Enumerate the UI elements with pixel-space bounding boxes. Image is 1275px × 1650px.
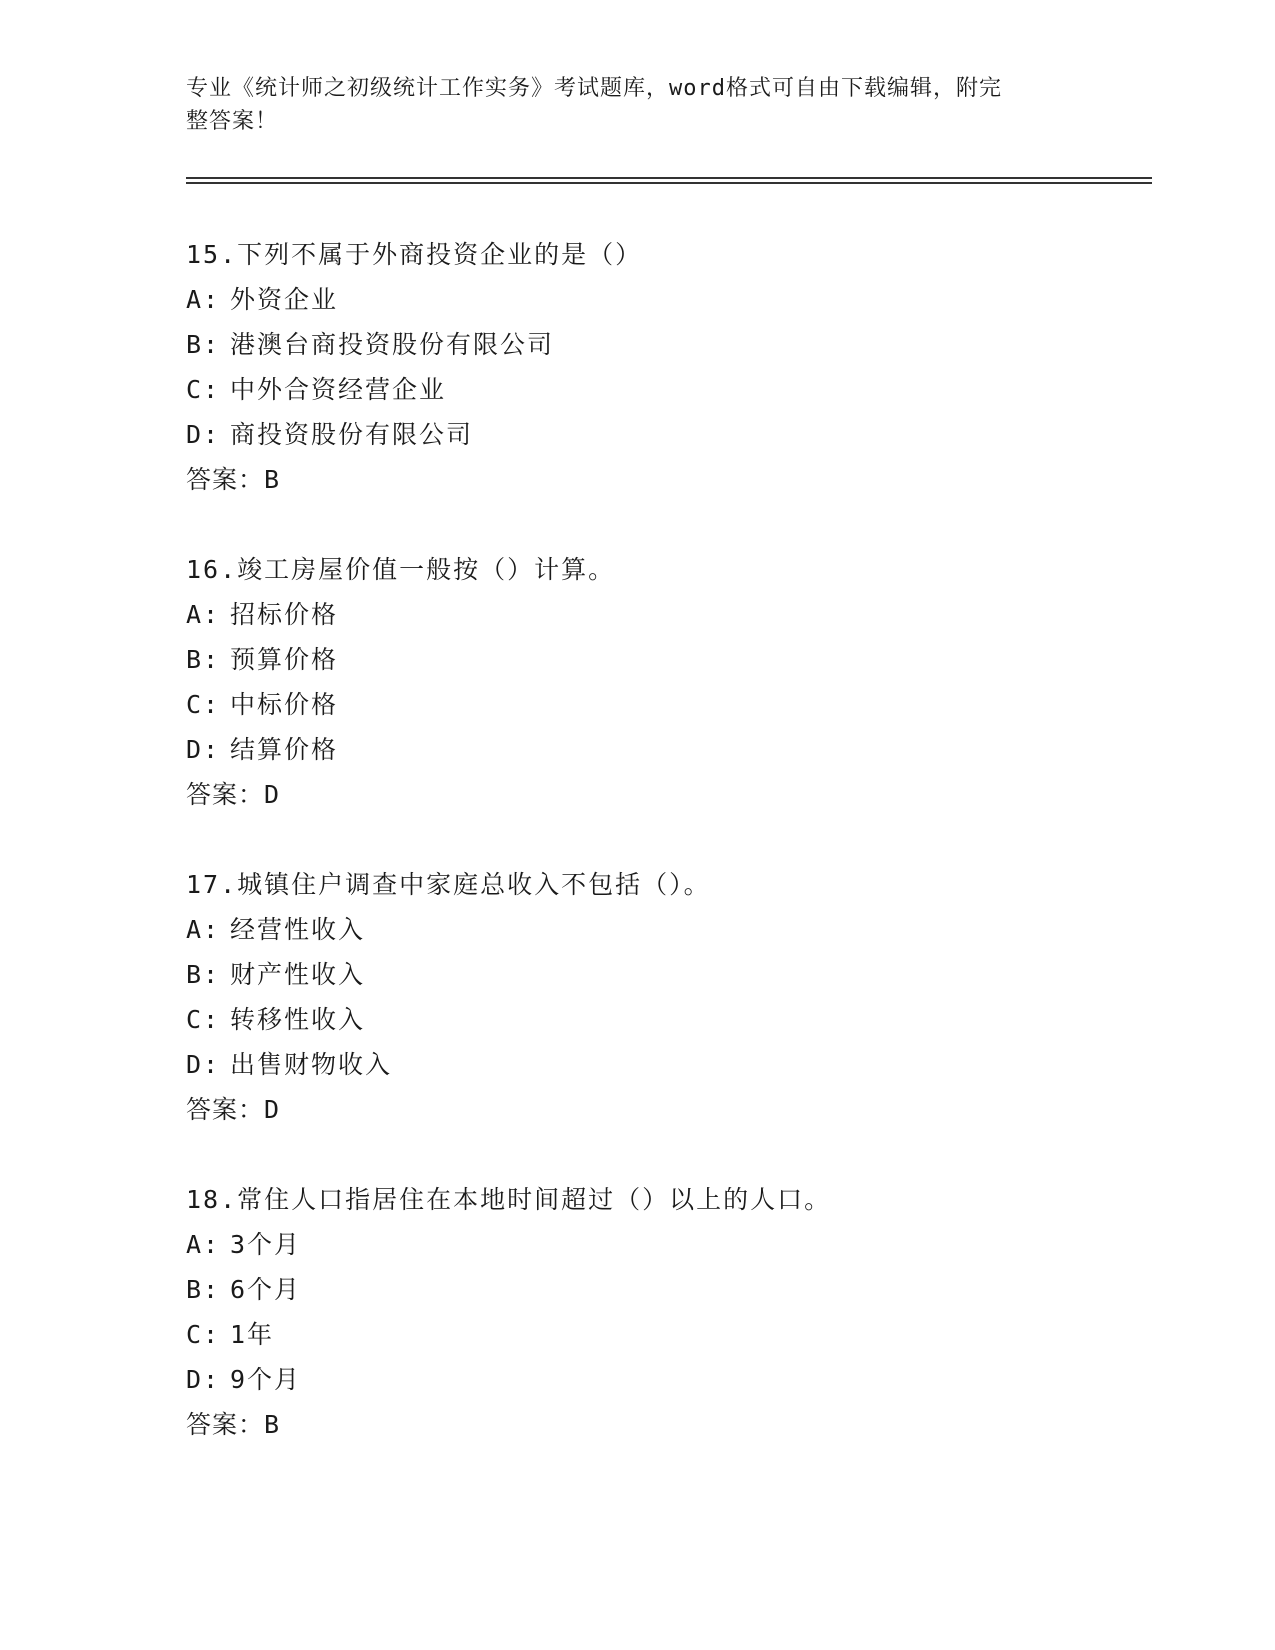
option-c xyxy=(186,997,1152,1042)
option-letter: B: xyxy=(186,645,221,674)
question-title: 18.常住人口指居住在本地时间超过（）以上的人口。 xyxy=(186,1185,832,1214)
option-letter: C: xyxy=(186,690,221,719)
option-d xyxy=(186,1357,1152,1402)
answer-label: 答案： xyxy=(186,465,265,494)
header-line-1: 专业《统计师之初级统计工作实务》考试题库，word格式可自由下载编辑，附完 xyxy=(186,76,1002,101)
answer-label: 答案： xyxy=(186,1410,265,1439)
option-text: 1年 xyxy=(230,1320,275,1349)
option-d xyxy=(186,1042,1152,1087)
option-a xyxy=(186,592,1152,637)
option-b xyxy=(186,952,1152,997)
option-text: 经营性收入 xyxy=(230,915,366,944)
option-text: 外资企业 xyxy=(230,285,339,314)
option-letter: D: xyxy=(186,1365,221,1394)
option-letter: B: xyxy=(186,330,221,359)
option-text: 招标价格 xyxy=(230,600,339,629)
option-b xyxy=(186,637,1152,682)
answer-label: 答案： xyxy=(186,1095,265,1124)
option-text: 中标价格 xyxy=(230,690,339,719)
answer-line xyxy=(186,457,1152,502)
question-16 xyxy=(186,547,1152,817)
option-letter: A: xyxy=(186,915,221,944)
option-letter: D: xyxy=(186,735,221,764)
option-text: 商投资股份有限公司 xyxy=(230,420,474,449)
option-letter: A: xyxy=(186,600,221,629)
answer-value: B xyxy=(264,465,281,494)
answer-value: D xyxy=(264,780,281,809)
option-letter: C: xyxy=(186,375,221,404)
option-text: 3个月 xyxy=(230,1230,302,1259)
option-text: 9个月 xyxy=(230,1365,302,1394)
option-d xyxy=(186,727,1152,772)
option-a xyxy=(186,1222,1152,1267)
answer-label: 答案： xyxy=(186,780,265,809)
document-header xyxy=(186,72,1066,138)
option-letter: B: xyxy=(186,1275,221,1304)
option-c xyxy=(186,682,1152,727)
option-text: 出售财物收入 xyxy=(230,1050,393,1079)
option-c xyxy=(186,367,1152,412)
option-a xyxy=(186,277,1152,322)
answer-line xyxy=(186,1087,1152,1132)
answer-value: D xyxy=(264,1095,281,1124)
option-text: 中外合资经营企业 xyxy=(230,375,447,404)
option-text: 转移性收入 xyxy=(230,1005,366,1034)
header-divider-top xyxy=(186,177,1152,179)
question-15 xyxy=(186,232,1152,502)
answer-line xyxy=(186,1402,1152,1447)
option-a xyxy=(186,907,1152,952)
question-17 xyxy=(186,862,1152,1132)
option-text: 6个月 xyxy=(230,1275,302,1304)
option-d xyxy=(186,412,1152,457)
question-title: 15.下列不属于外商投资企业的是（） xyxy=(186,240,643,269)
option-b xyxy=(186,1267,1152,1312)
option-text: 预算价格 xyxy=(230,645,339,674)
option-letter: C: xyxy=(186,1320,221,1349)
option-letter: D: xyxy=(186,420,221,449)
question-18 xyxy=(186,1177,1152,1447)
option-letter: D: xyxy=(186,1050,221,1079)
question-title: 16.竣工房屋价值一般按（）计算。 xyxy=(186,555,616,584)
option-letter: A: xyxy=(186,1230,221,1259)
option-text: 港澳台商投资股份有限公司 xyxy=(230,330,555,359)
option-b xyxy=(186,322,1152,367)
header-divider-bottom xyxy=(186,182,1152,184)
option-c xyxy=(186,1312,1152,1357)
answer-line xyxy=(186,772,1152,817)
option-letter: B: xyxy=(186,960,221,989)
question-title: 17.城镇住户调查中家庭总收入不包括（）。 xyxy=(186,870,711,899)
option-text: 结算价格 xyxy=(230,735,339,764)
option-letter: C: xyxy=(186,1005,221,1034)
option-text: 财产性收入 xyxy=(230,960,366,989)
answer-value: B xyxy=(264,1410,281,1439)
option-letter: A: xyxy=(186,285,221,314)
header-line-2: 整答案！ xyxy=(186,109,279,134)
